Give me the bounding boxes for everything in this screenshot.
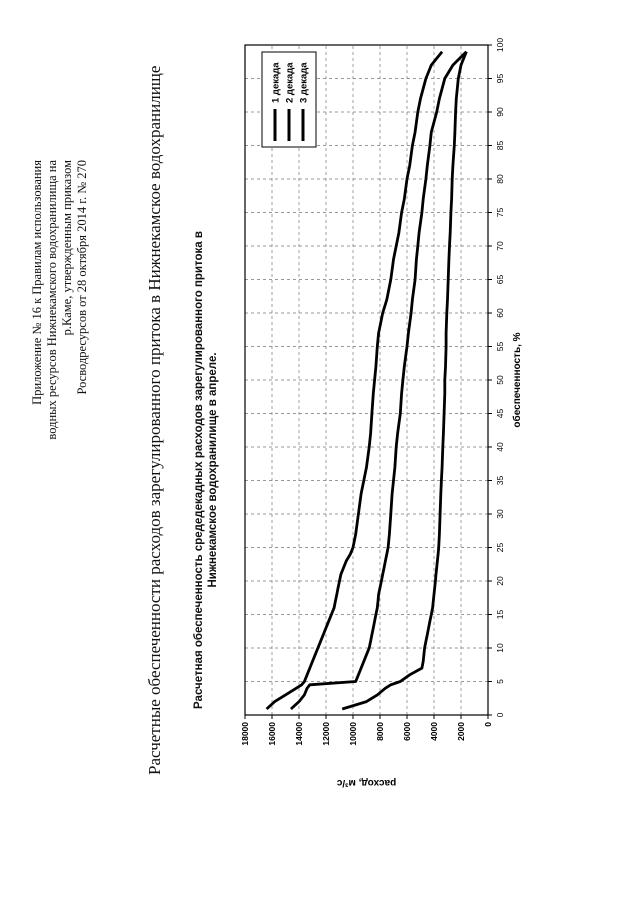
x-tick-label: 60 [495, 308, 505, 318]
x-tick-label: 55 [495, 341, 505, 352]
header-line-2: водных ресурсов Нижнекамского водохранилища на [45, 160, 59, 440]
x-tick-label: 5 [495, 679, 505, 684]
x-axis-label: обеспеченность, % [512, 332, 523, 428]
y-tick-label: 4000 [429, 722, 439, 741]
y-tick-label: 16000 [267, 722, 277, 746]
header-line-3: р.Каме, утвержденным приказом [60, 160, 74, 336]
x-tick-label: 70 [495, 241, 505, 251]
header-line-1: Приложение № 16 к Правилам использования [30, 160, 44, 405]
y-axis-label: расход, м³/с [336, 777, 397, 788]
x-tick-label: 25 [495, 542, 505, 553]
legend [262, 52, 316, 147]
x-tick-label: 85 [495, 140, 505, 151]
y-tick-label: 10000 [348, 722, 358, 746]
y-tick-label: 14000 [294, 722, 304, 746]
header-line-4: Росводресурсов от 28 октября 2014 г. № 270 [75, 160, 89, 395]
x-tick-label: 50 [495, 375, 505, 385]
x-tick-label: 40 [495, 442, 505, 452]
legend-label-3: 3 декада [298, 62, 310, 103]
x-tick-label: 45 [495, 408, 505, 419]
x-tick-label: 35 [495, 475, 505, 486]
legend-label-1: 1 декада [270, 62, 282, 103]
main-title: Расчетные обеспеченности расходов зарегулированного притока в Нижнекамское водохранилище [145, 65, 164, 775]
y-tick-label: 12000 [321, 722, 331, 746]
y-tick-label: 8000 [375, 722, 385, 741]
x-tick-label: 10 [495, 643, 505, 653]
x-tick-label: 75 [495, 207, 505, 218]
y-tick-label: 6000 [402, 722, 412, 741]
x-tick-label: 80 [495, 174, 505, 184]
chart-title-line-2: Нижнекамское водохранилище в апреле. [207, 352, 219, 588]
y-tick-label: 0 [483, 722, 493, 727]
x-tick-label: 15 [495, 609, 505, 620]
x-tick-label: 65 [495, 274, 505, 285]
x-tick-label: 20 [495, 576, 505, 586]
x-tick-label: 95 [495, 73, 505, 84]
legend-label-2: 2 декада [284, 62, 296, 103]
x-tick-label: 90 [495, 107, 505, 117]
x-tick-label: 30 [495, 509, 505, 519]
x-tick-label: 0 [495, 712, 505, 718]
y-tick-label: 18000 [240, 722, 250, 746]
x-tick-label: 100 [495, 37, 505, 53]
y-tick-label: 2000 [456, 722, 466, 741]
chart-title-line-1: Расчетная обеспеченность средедекадных расходов зарегулированного притока в [193, 231, 205, 709]
